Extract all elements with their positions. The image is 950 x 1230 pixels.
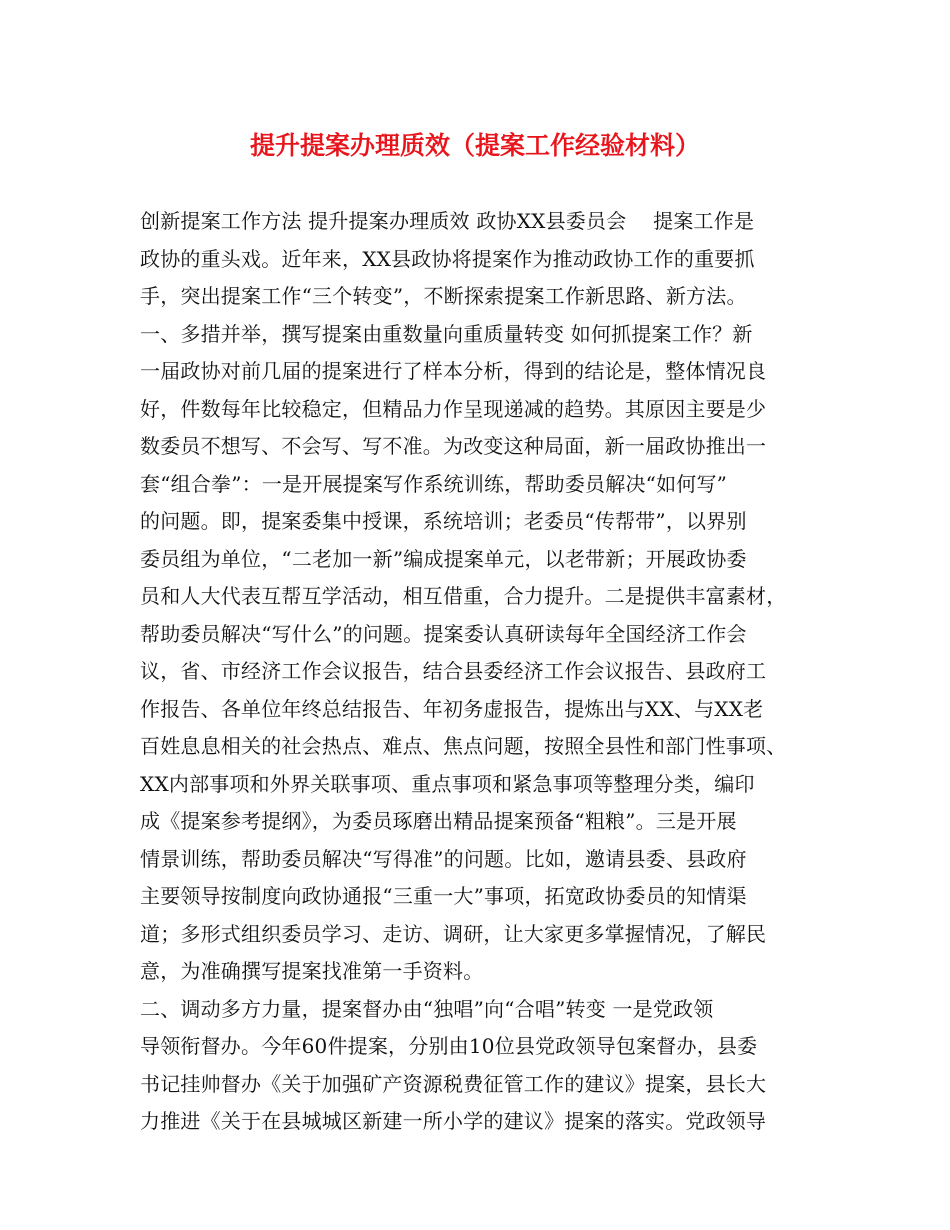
body-line: 手，突出提案工作“三个转变”，不断探索提案工作新思路、新方法。 (140, 284, 747, 308)
body-line: 政协的重头戏。近年来，XX县政协将提案作为推动政协工作的重要抓 (140, 246, 755, 271)
body-line: 创新提案工作方法 提升提案办理质效 政协XX县委员会 提案工作是 (140, 209, 755, 233)
body-line: 一届政协对前几届的提案进行了样本分析，得到的结论是，整体情况良 (140, 359, 767, 383)
body-line: XX内部事项和外界关联事项、重点事项和紧急事项等整理分类，编印 (140, 771, 755, 796)
body-line: 作报告、各单位年终总结报告、年初务虚报告，提炼出与XX、与XX老 (140, 696, 764, 721)
body-line: 成《提案参考提纲》，为委员琢磨出精品提案预备“粗粮”。三是开展 (140, 809, 737, 833)
document-title: 提升提案办理质效（提案工作经验材料） (249, 131, 700, 160)
body-line: 委员组为单位，“二老加一新”编成提案单元，以老带新；开展政协委 (140, 546, 747, 571)
body-line: 意，为准确撰写提案找准第一手资料。 (140, 959, 484, 983)
body-line: 道；多形式组织委员学习、走访、调研，让大家更多掌握情况，了解民 (140, 921, 767, 946)
body-line: 好，件数每年比较稳定，但精品力作呈现递减的趋势。其原因主要是少 (140, 396, 767, 421)
body-line: 情景训练，帮助委员解决“写得准”的问题。比如，邀请县委、县政府 (140, 846, 747, 871)
body-line: 书记挂帅督办《关于加强矿产资源税费征管工作的建议》提案，县长大 (140, 1071, 767, 1096)
document-body (140, 203, 830, 1141)
body-line: 二、调动多方力量，提案督办由“独唱”向“合唱”转变 一是党政领 (140, 996, 714, 1021)
body-line: 员和人大代表互帮互学活动，相互借重，合力提升。二是提供丰富素材， (140, 584, 787, 608)
body-line: 的问题。即，提案委集中授课，系统培训；老委员“传帮带”，以界别 (140, 509, 747, 533)
body-line: 导领衔督办。今年60件提案，分别由10位县党政领导包案督办，县委 (140, 1034, 758, 1058)
body-line: 数委员不想写、不会写、写不准。为改变这种局面，新一届政协推出一 (140, 434, 767, 458)
body-line: 一、多措并举，撰写提案由重数量向重质量转变 如何抓提案工作？新 (140, 321, 753, 346)
body-line: 百姓息息相关的社会热点、难点、焦点问题，按照全县性和部门性事项、 (140, 734, 787, 758)
body-line: 力推进《关于在县城城区新建一所小学的建议》提案的落实。党政领导 (140, 1109, 767, 1133)
body-line: 主要领导按制度向政协通报“三重一大”事项，拓宽政协委员的知情渠 (140, 884, 747, 908)
body-line: 套“组合拳”：一是开展提案写作系统训练，帮助委员解决“如何写” (140, 471, 728, 496)
body-line: 帮助委员解决“写什么”的问题。提案委认真研读每年全国经济工作会 (140, 621, 747, 646)
body-line: 议，省、市经济工作会议报告，结合县委经济工作会议报告、县政府工 (140, 659, 767, 683)
